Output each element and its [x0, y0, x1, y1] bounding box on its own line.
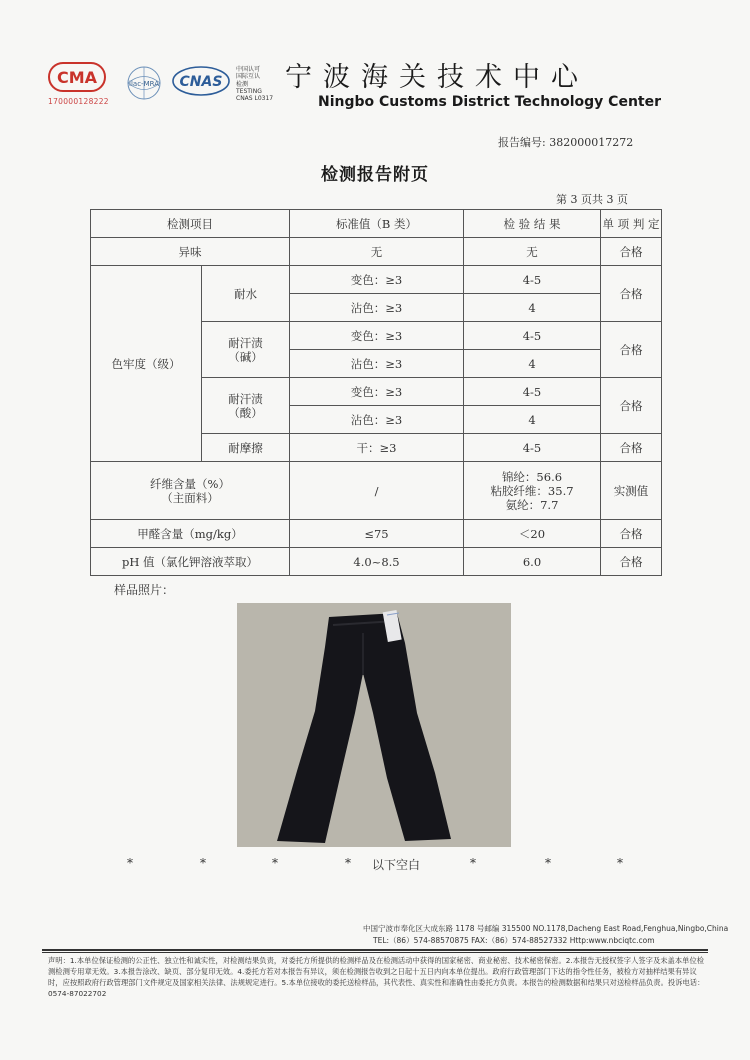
sample-photo	[237, 603, 511, 847]
verdict-cell: 合格	[601, 266, 662, 322]
svg-text:CNAS: CNAS	[179, 74, 223, 90]
table-row-fiber	[91, 462, 662, 520]
odor-verdict: 合格	[601, 238, 662, 266]
formaldehyde-result: ＜20	[464, 520, 601, 548]
fiber-result	[464, 462, 601, 520]
odor-standard: 无	[290, 238, 464, 266]
standard-cell: 沾色：≥3	[290, 294, 464, 322]
star-mark: *	[272, 856, 278, 870]
result-cell: 4	[464, 406, 601, 434]
table-header-row	[91, 210, 662, 238]
footer-contact: TEL:（86）574-88570875 FAX:（86）574-88527332 Http:www.nbciqtc.com	[373, 936, 655, 945]
table-row	[91, 266, 662, 294]
formaldehyde-item: 甲醛含量（mg/kg）	[91, 520, 290, 548]
ph-item: pH 值（氯化钾溶液萃取）	[91, 548, 290, 576]
star-mark: *	[345, 856, 351, 870]
fiber-result-line: 粘胶纤维：35.7	[490, 483, 574, 498]
standard-cell: 变色：≥3	[290, 322, 464, 350]
odor-item: 异味	[91, 238, 290, 266]
fiber-standard: /	[290, 462, 464, 520]
header-result: 检 验 结 果	[464, 210, 601, 238]
standard-cell: 沾色：≥3	[290, 350, 464, 378]
group-name: 耐水	[234, 286, 257, 301]
report-number-value: 382000017272	[549, 136, 634, 149]
standard-cell: 沾色：≥3	[290, 406, 464, 434]
blank-below-text: 以下空白	[372, 858, 421, 872]
fiber-verdict: 实测值	[601, 462, 662, 520]
cnas-line: TESTING	[236, 87, 262, 95]
verdict-cell: 合格	[601, 322, 662, 378]
cma-number: 170000128222	[48, 97, 109, 106]
star-mark: *	[617, 856, 623, 870]
cnas-line: 检测	[236, 80, 249, 88]
fiber-result-line: 氨纶：7.7	[505, 497, 559, 512]
center-name-en: Ningbo Customs District Technology Center	[318, 94, 662, 110]
formaldehyde-standard: ≤75	[290, 520, 464, 548]
cnas-accreditation-text	[236, 66, 273, 102]
results-table	[90, 209, 662, 576]
standard-cell: 变色：≥3	[290, 378, 464, 406]
svg-text:ilac-MRA: ilac-MRA	[129, 80, 159, 88]
acid-perspiration-label	[202, 378, 290, 434]
cnas-line: 中国认可	[236, 66, 261, 73]
group-name-line: 耐汗渍	[228, 335, 263, 350]
group-name-line: （碱）	[228, 349, 263, 364]
fiber-item-line: （主面料）	[161, 490, 219, 505]
result-cell: 4-5	[464, 266, 601, 294]
fiber-item-line: 纤维含量（%）	[150, 476, 230, 491]
standard-cell: 干：≥3	[290, 434, 464, 462]
footer-disclaimer: 声明：1.本单位保证检测的公正性、独立性和诚实性，对检测结果负责，对委托方所提供的检测样品及在检测活动中获得的国家秘密、商业秘密、技术秘密保密。2.本报告无授权签字人签字及未盖本单位检测检测专用章无效。3.本报告涂改、缺页、部分复印无效。4.委托方若对本报告有异议，须在检测报告收到之日起十五日内向本单位提出。政府行政管理部门下达的指令性任务，被检方对抽样结果有异议时，应按照政府行政管理部门文件规定及国家相关法律、法规规定进行。5.本单位接收的委托送检样品，其代表性、真实性和准确性由委托方负责。本报告的检测数据和结果只对送检样品负责。投诉电话：0574-87022702	[48, 956, 705, 998]
result-cell: 4	[464, 350, 601, 378]
cnas-line: CNAS L0317	[236, 95, 274, 103]
table-row-formaldehyde	[91, 520, 662, 548]
header-standard: 标准值（B 类）	[290, 210, 464, 238]
ph-result: 6.0	[464, 548, 601, 576]
table-row-odor	[91, 238, 662, 266]
sample-photo-label: 样品照片：	[114, 583, 175, 597]
footer-address: 中国宁波市奉化区大成东路 1178 号邮编 315500 NO.1178,Dacheng East Road,Fenghua,Ningbo,China	[363, 924, 729, 933]
fiber-item	[91, 462, 290, 520]
trousers-image	[237, 603, 511, 847]
result-cell: 4-5	[464, 434, 601, 462]
ph-verdict: 合格	[601, 548, 662, 576]
report-number-label: 报告编号:	[498, 136, 546, 149]
page-title: 检测报告附页	[321, 165, 429, 185]
svg-text:CMA: CMA	[56, 68, 98, 87]
result-cell: 4-5	[464, 322, 601, 350]
star-mark: *	[127, 856, 133, 870]
star-mark: *	[470, 856, 476, 870]
star-mark: *	[545, 856, 551, 870]
footer-divider	[42, 949, 708, 951]
table-row-ph	[91, 548, 662, 576]
header-item: 检测项目	[91, 210, 290, 238]
report-number	[498, 134, 633, 150]
colorfastness-label: 色牢度（级）	[91, 266, 202, 462]
fiber-result-line: 锦纶：56.6	[501, 469, 563, 484]
water-fastness-label	[202, 266, 290, 322]
verdict-cell: 合格	[601, 434, 662, 462]
result-cell: 4	[464, 294, 601, 322]
header-verdict: 单 项 判 定	[601, 210, 662, 238]
rubbing-fastness-label	[202, 434, 290, 462]
result-cell: 4-5	[464, 378, 601, 406]
standard-cell: 变色：≥3	[290, 266, 464, 294]
group-name-line: （酸）	[228, 405, 263, 420]
footer-divider-thin	[42, 952, 708, 953]
cnas-line: 国际互认	[236, 73, 261, 81]
group-name: 耐摩擦	[228, 440, 263, 455]
alkaline-perspiration-label	[202, 322, 290, 378]
ilac-mra-logo	[122, 66, 166, 100]
verdict-cell: 合格	[601, 378, 662, 434]
center-name-cn: 宁波海关技术中心	[285, 62, 589, 93]
cnas-logo	[172, 66, 230, 96]
odor-result: 无	[464, 238, 601, 266]
page-counter: 第 3 页共 3 页	[556, 193, 628, 206]
formaldehyde-verdict: 合格	[601, 520, 662, 548]
cma-logo	[48, 62, 106, 92]
blank-below-marker	[0, 856, 750, 872]
ph-standard: 4.0~8.5	[290, 548, 464, 576]
star-mark: *	[200, 856, 206, 870]
group-name-line: 耐汗渍	[228, 391, 263, 406]
